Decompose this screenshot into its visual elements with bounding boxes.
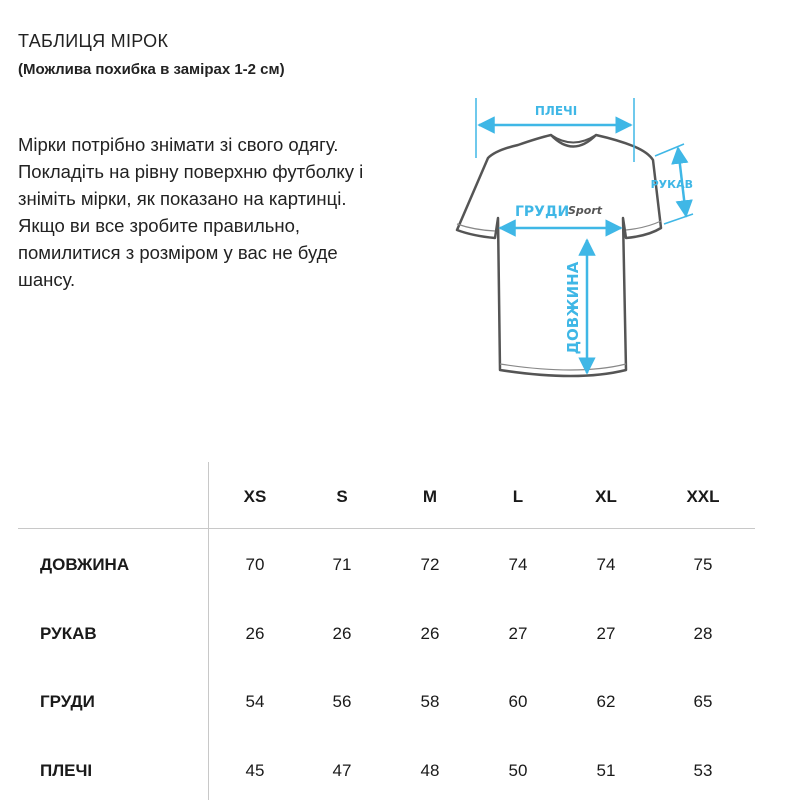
table-cell: 47 [332, 761, 352, 780]
table-cell: 72 [420, 555, 440, 574]
table-cell: 75 [693, 555, 713, 574]
table-cell: 74 [508, 555, 528, 574]
chest-label: ГРУДИ [515, 204, 570, 220]
shoulders-label: ПЛЕЧІ [534, 104, 578, 118]
table-cell: 28 [693, 624, 713, 643]
table-cell: 26 [245, 624, 265, 643]
size-header-xl: XL [595, 487, 617, 506]
tshirt-outline [457, 135, 661, 376]
measurement-instructions: Мірки потрібно знімати зі свого одягу. Покладіть на рівну поверхню футболку і зніміть мірки, як показано на картинці. Якщо ви все зробите правильно, помилитися з розміром у вас не буде шансу. [18, 134, 364, 290]
table-cell: 62 [596, 692, 616, 711]
row-label-chest: ГРУДИ [40, 692, 95, 711]
table-cell: 74 [596, 555, 616, 574]
size-header-m: M [422, 487, 438, 506]
row-label-length: ДОВЖИНА [40, 555, 130, 574]
tshirt-measurement-diagram [448, 90, 698, 390]
table-cell: 50 [508, 761, 528, 780]
sleeve-label: РУКАВ [650, 178, 693, 191]
table-column-divider [208, 462, 209, 800]
size-header-l: L [512, 487, 524, 506]
table-cell: 65 [693, 692, 713, 711]
measurement-error-note: (Можлива похибка в замірах 1-2 см) [18, 61, 285, 78]
size-header-s: S [336, 487, 348, 506]
table-cell: 27 [596, 624, 616, 643]
table-cell: 54 [245, 692, 265, 711]
table-cell: 60 [508, 692, 528, 711]
row-label-sleeve: РУКАВ [40, 624, 97, 643]
table-cell: 70 [245, 555, 265, 574]
table-cell: 27 [508, 624, 528, 643]
table-cell: 26 [332, 624, 352, 643]
table-cell: 26 [420, 624, 440, 643]
table-cell: 48 [420, 761, 440, 780]
table-cell: 45 [245, 761, 265, 780]
page-title: ТАБЛИЦЯ МІРОК [18, 31, 169, 51]
table-cell: 51 [596, 761, 616, 780]
table-cell: 71 [332, 555, 352, 574]
table-cell: 58 [420, 692, 440, 711]
table-header-divider [18, 528, 755, 529]
size-header-xs: XS [243, 487, 267, 506]
length-label: ДОВЖИНА [564, 261, 582, 355]
size-header-xxl: XXL [686, 487, 720, 506]
row-label-shoulders: ПЛЕЧІ [40, 761, 93, 780]
table-cell: 53 [693, 761, 713, 780]
table-cell: 56 [332, 692, 352, 711]
brand-logo: Sport [568, 204, 603, 217]
